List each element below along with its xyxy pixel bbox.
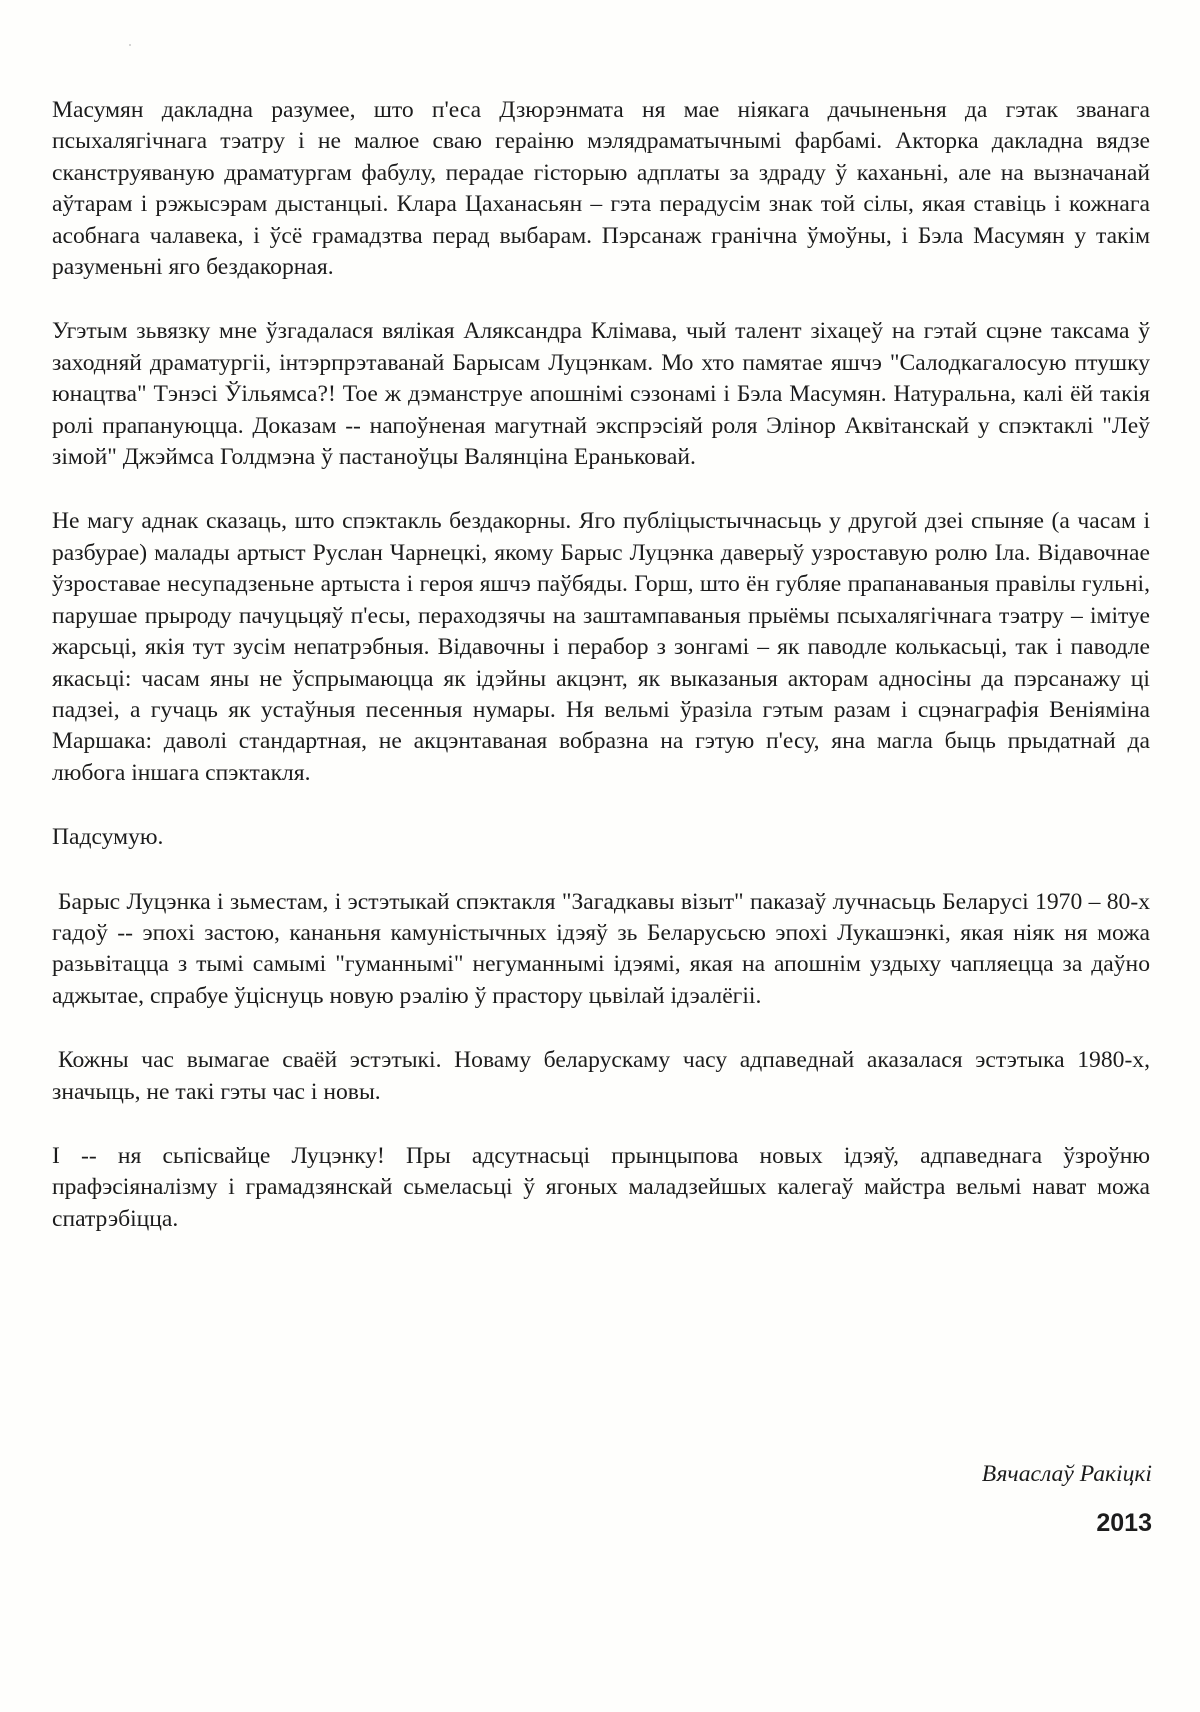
author-signature: Вячаслаў Ракіцкі <box>981 1461 1152 1487</box>
paragraph-klimava: Угэтым зьвязку мне ўзгадалася вялікая Аляксандра Клімава, чый талент зіхацеў на гэтай сцэне таксама ў заходняй драматургіі, інтэрпрэтаванай Барысам Луцэнкам. Мо хто памятае яшчэ "Салодкагалосую птушку юнацтва" Тэнэсі Ўільямса?! Тое ж дэманструе апошнімі сэзонамі і Бэла Масумян. Натуральна, калі ёй такія ролі прапануюцца. Доказам -- напоўненая магутнай экспрэсіяй роля Элінор Аквітанскай у спэктаклі "Леў зімой" Джэймса Голдмэна ў пастаноўцы Валянціна Ераньковай. <box>52 318 1150 471</box>
paragraph-criticism: Не магу аднак сказаць, што спэктакль бездакорны. Яго публіцыстычнасьць у другой дзеі спыняе (а часам і разбурае) малады артыст Руслан Чарнецкі, якому Барыс Луцэнка даверыў узроставую ролю Іла. Відавочнае ўзроставае несупадзеньне артыста і героя яшчэ паўбяды. Горш, што ён губляе прапанаваныя правілы гульні, парушае прыроду пачуцьцяў п'есы, пераходзячы на заштампаваныя прыёмы псыхалягічнага тэатру – імітуе жарсьці, якія тут зусім непатрэбныя. Відавочны і перабор з зонгамі – як паводле колькасьці, так і паводле якасьці: часам яны не ўспрымаюцца як ідэйны акцэнт, як выказаныя акторам адносіны да пэрсанажу ці падзеі, а гучаць як устаўныя песенныя нумары. Ня вельмі ўразіла гэтым разам і сцэнаграфія Веніяміна Маршака: даволі стандартная, не акцэнтаваная вобразна на гэтую п'есу, яна магла быць прыдатнай да любога іншага спэктакля. <box>52 508 1150 786</box>
paragraph-aesthetics: Кожны час вымагае сваёй эстэтыкі. Новаму беларускаму часу адпаведнай аказалася эстэтыка 1980-х, значыць, не такі гэты час і новы. <box>52 1047 1150 1105</box>
publication-year: 2013 <box>1096 1509 1152 1537</box>
scan-speck <box>129 44 131 46</box>
paragraph-lutsenka: Барыс Луцэнка і зьместам, і эстэтыкай спэктакля "Загадкавы візыт" паказаў лучнасьць Беларусі 1970 – 80-х гадоў -- эпохі застою, кананьня камуністычных ідэяў зь Беларусьсю эпохі Лукашэнкі, якая ніяк ня можа разьвітацца з тымі самымі "гуманнымі" негуманнымі ідэямі, якая на апошнім уздыху чапляецца за даўно аджытае, спрабуе ўціснуць новую рэалію ў прастору цьвілай ідэалёгіі. <box>52 888 1150 1009</box>
article-body <box>52 95 1150 1268</box>
paragraph-summary-heading: Падсумую. <box>52 824 164 851</box>
paragraph-masumyan: Масумян дакладна разумее, што п'еса Дзюрэнмата ня мае ніякага дачыненьня да гэтак званага псыхалягічнага тэатру і не малюе сваю гераіню мэлядраматычнымі фарбамі. Акторка дакладна вядзе сканструяваную драматургам фабулу, перадае гісторыю адплаты за здраду ў каханьні, але на вызначанай аўтарам і рэжысэрам дыстанцыі. Клара Цаханасьян – гэта перадусім знак той сілы, якая ставіць і кожнага асобнага чалавека, і ўсё грамадзтва перад выбарам. Пэрсанаж гранічна ўмоўны, і Бэла Масумян у такім разуменьні яго бездакорная. <box>52 97 1150 281</box>
paragraph-conclusion: І -- ня сьпісвайце Луцэнку! Пры адсутнасьці прынцыпова новых ідэяў, адпаведнага ўзроўню прафэсіяналізму і грамадзянскай сьмеласьці ў ягоных маладзейшых калегаў майстра вельмі нават можа спатрэбіцца. <box>52 1142 1150 1232</box>
